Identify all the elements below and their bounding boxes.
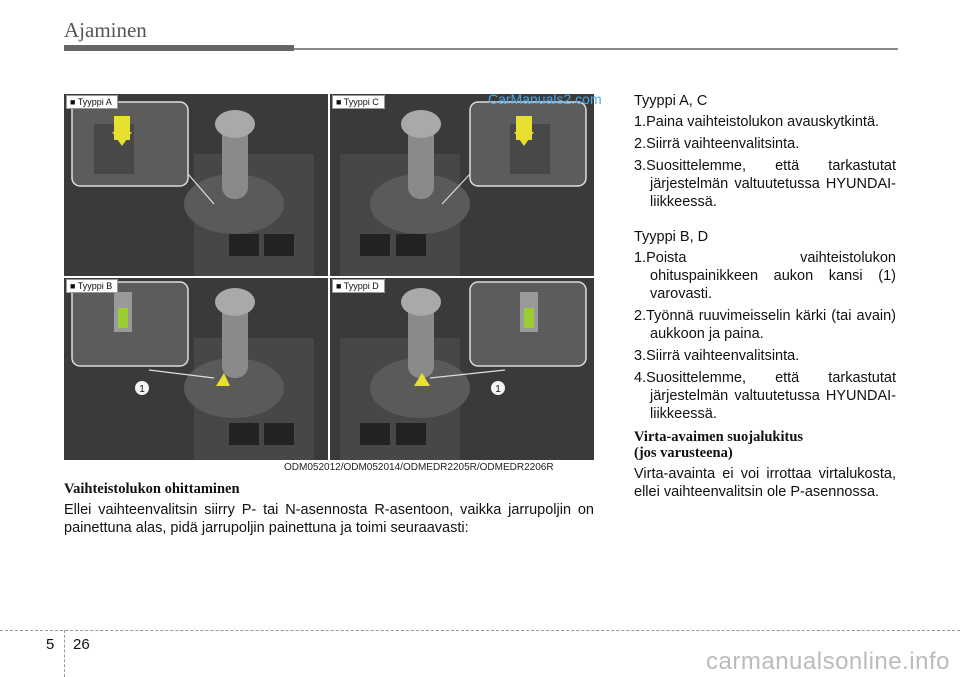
type-ac-heading: Tyyppi A, C [634,93,708,109]
gear-console-photo-b [64,278,328,460]
callout-number-b: 1 [139,384,145,395]
shift-lock-figure [64,94,594,460]
key-interlock-title-line-2: (jos varusteena) [634,445,733,461]
list-item: 3.Suosittelemme, että tarkastutat järjestelmän valtuutetussa HYUNDAI-liikkeessä. [634,158,896,210]
type-ac-steps [634,113,896,211]
key-interlock-paragraph: Virta-avainta ei voi irrottaa virtalukosta, ellei vaihteenvalitsin ole P-asennossa. [634,466,896,500]
panel-label-type-a: ■ Tyyppi A [66,95,118,109]
list-item: 1.Paina vaihteistolukon avauskytkintä. [634,114,880,130]
footer-vertical-divider [64,630,65,677]
panel-label-type-b: ■ Tyyppi B [66,279,118,293]
site-watermark[interactable]: carmanualsonline.info [706,648,950,675]
gear-console-photo-c [330,94,594,276]
header-rule-dark [64,45,294,51]
key-interlock-title-line-1: Virta-avaimen suojalukitus [634,429,804,445]
gear-console-photo-a [64,94,328,276]
instructions-column [634,93,896,501]
watermark-link[interactable]: CarManuals2.com [488,91,602,107]
panel-label-type-c: ■ Tyyppi C [332,95,385,109]
gear-console-photo-d [330,278,594,460]
header-rule-light [294,48,898,50]
figure-caption: ODM052012/ODM052014/ODMEDR2205R/ODMEDR2206R [284,462,554,473]
figure-panel-type-a [64,94,328,276]
figure-panel-type-c [330,94,594,276]
section-title: Vaihteistolukon ohittaminen [64,481,240,497]
key-interlock-title [634,429,896,461]
list-item: 4.Suosittelemme, että tarkastutat järjestelmän valtuutetussa HYUNDAI-liikkeessä. [634,370,896,422]
type-bd-steps [634,249,896,423]
figure-panel-type-b [64,278,328,460]
list-item: 2.Työnnä ruuvimeisselin kärki (tai avain) aukkoon ja paina. [634,308,896,342]
page-header-title: Ajaminen [64,18,147,42]
chapter-number: 5 [46,636,55,653]
list-item: 1.Poista vaihteistolukon ohituspainikkeen aukon kansi (1) varovasti. [634,250,896,302]
list-item: 3.Siirrä vaihteenvalitsinta. [634,348,800,364]
intro-paragraph: Ellei vaihteenvalitsin siirry P- tai N-asennosta R-asentoon, vaikka jarrupoljin on painettuna alas, pidä jarrupoljin painettuna ja toimi seuraavasti: [64,502,594,536]
type-bd-heading: Tyyppi B, D [634,229,709,245]
panel-label-type-d: ■ Tyyppi D [332,279,385,293]
footer-divider [0,630,960,631]
list-item: 2.Siirrä vaihteenvalitsinta. [634,136,800,152]
page-number: 26 [73,636,90,653]
callout-number-d: 1 [495,384,501,395]
figure-divider-horizontal [64,276,594,278]
figure-panel-type-d [330,278,594,460]
